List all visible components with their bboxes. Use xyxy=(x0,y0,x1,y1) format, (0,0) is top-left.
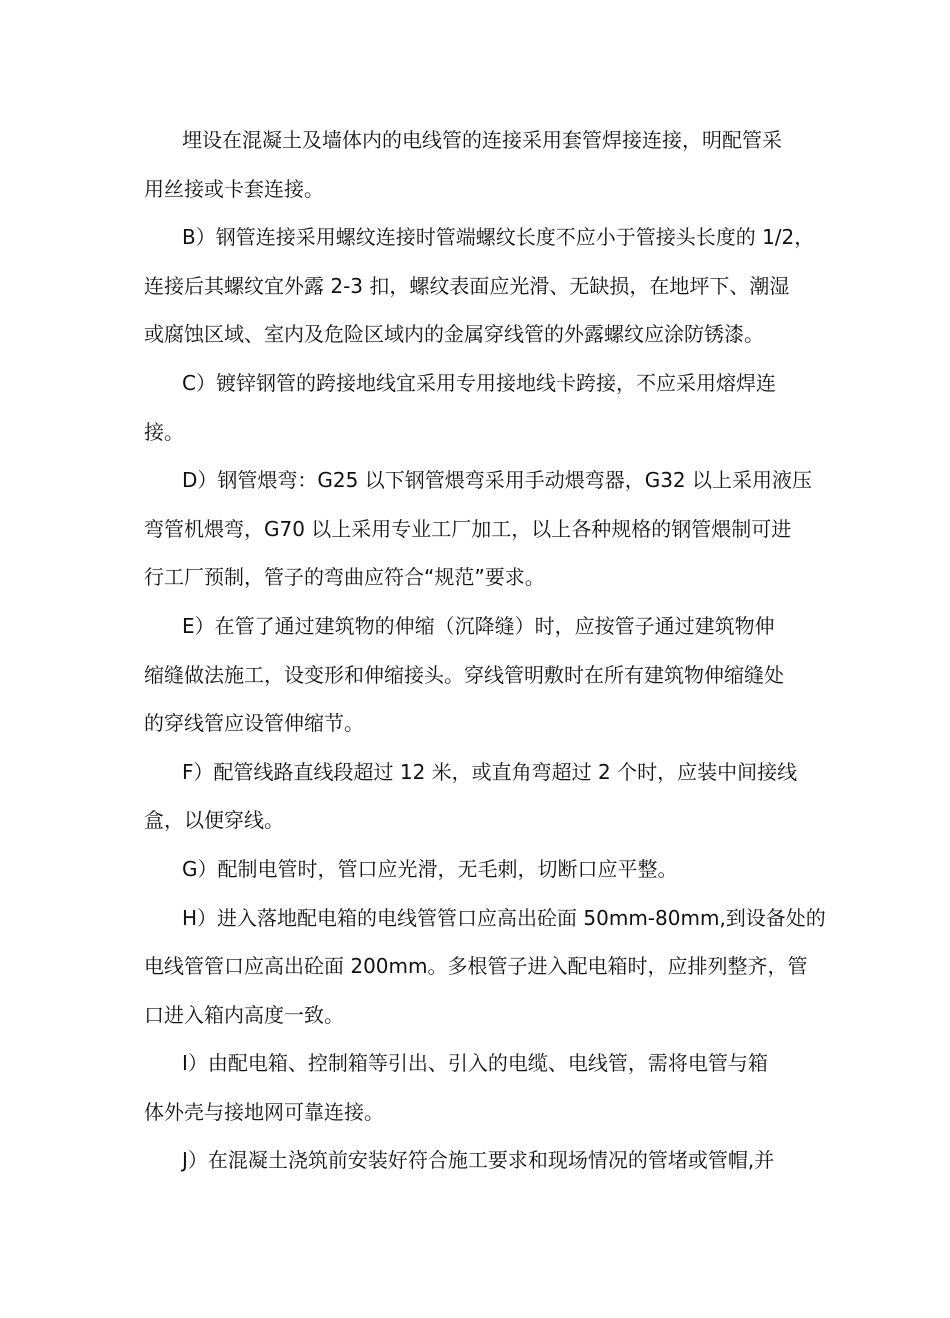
text-line: J）在混凝土浇筑前安装好符合施工要求和现场情况的管堵或管帽,并 xyxy=(182,1148,775,1173)
text-line: 的穿线管应设管伸缩节。 xyxy=(144,711,364,736)
text-line: 缩缝做法施工，设变形和伸缩接头。穿线管明敷时在所有建筑物伸缩缝处 xyxy=(144,662,784,687)
text-line: 体外壳与接地网可靠连接。 xyxy=(144,1099,384,1124)
text-line: D）钢管煨弯：G25 以下钢管煨弯采用手动煨弯器，G32 以上采用液压 xyxy=(182,468,813,493)
text-line: E）在管了通过建筑物的伸缩（沉降缝）时，应按管子通过建筑物伸 xyxy=(182,613,775,638)
text-line: 盒，以便穿线。 xyxy=(144,808,284,833)
text-line: 连接后其螺纹宜外露 2-3 扣，螺纹表面应光滑、无缺损，在地坪下、潮湿 xyxy=(144,273,790,298)
text-line: 或腐蚀区域、室内及危险区域内的金属穿线管的外露螺纹应涂防锈漆。 xyxy=(144,322,764,347)
text-line: G）配制电管时，管口应光滑，无毛刺，切断口应平整。 xyxy=(182,856,678,881)
text-line: 用丝接或卡套连接。 xyxy=(144,176,324,201)
text-line: F）配管线路直线段超过 12 米，或直角弯超过 2 个时，应装中间接线 xyxy=(182,759,798,784)
text-line: B）钢管连接采用螺纹连接时管端螺纹长度不应小于管接头长度的 1/2， xyxy=(182,225,815,250)
text-line: I）由配电箱、控制箱等引出、引入的电缆、电线管，需将电管与箱 xyxy=(182,1051,768,1076)
text-line: 行工厂预制，管子的弯曲应符合“规范”要求。 xyxy=(144,565,545,590)
text-line: 口进入箱内高度一致。 xyxy=(144,1002,344,1027)
text-line: 弯管机煨弯，G70 以上采用专业工厂加工，以上各种规格的钢管煨制可进 xyxy=(144,516,792,541)
text-line: 接。 xyxy=(144,419,184,444)
text-line: C）镀锌钢管的跨接地线宜采用专用接地线卡跨接，不应采用熔焊连 xyxy=(182,370,776,395)
text-line: 埋设在混凝土及墙体内的电线管的连接采用套管焊接连接，明配管采 xyxy=(182,128,782,152)
document-body xyxy=(144,122,826,1191)
text-line: H）进入落地配电箱的电线管管口应高出砼面 50mm-80mm,到设备处的 xyxy=(182,905,826,930)
text-line: 电线管管口应高出砼面 200mm。多根管子进入配电箱时，应排列整齐，管 xyxy=(144,954,808,979)
